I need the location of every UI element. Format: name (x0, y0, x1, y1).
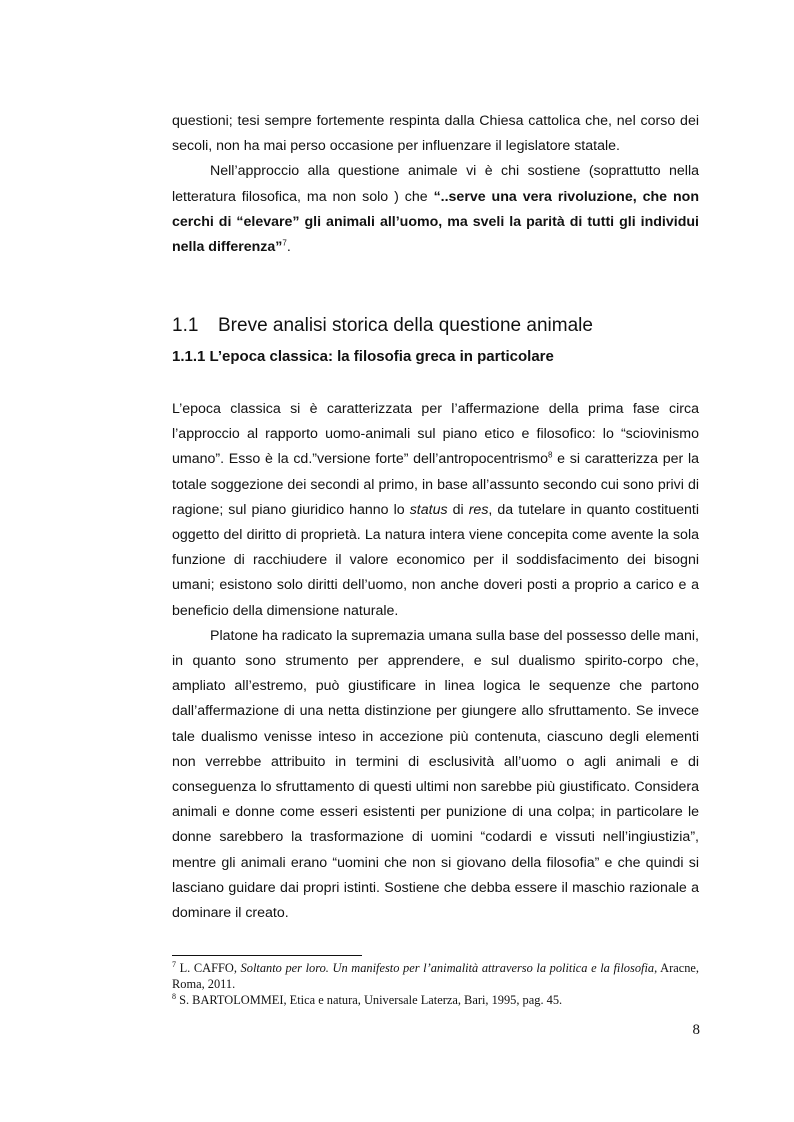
footnote-7 (172, 960, 699, 992)
para3-part-b: e si caratterizza per la totale soggezione dei secondi al primo, in base all’assunto secondo cui sono privi di ragione; sul piano giuridico hanno lo (172, 451, 699, 518)
footnote-7-title: Soltanto per loro. Un manifesto per l’animalità attraverso la politica e la filosofia (240, 961, 655, 975)
para3-part-d: , da tutelare in quanto costituenti oggetto del diritto di proprietà. La natura intera viene concepita come avente la sola funzione di racchiudere il valore economico per il soddisfacimento dei bisogni umani; esistono solo diritti dell’uomo, non anche doveri posti a proprio a carico e a beneficio della dimensione naturale. (172, 501, 699, 619)
footnote-8-text: S. BARTOLOMMEI, Etica e natura, Universale Laterza, Bari, 1995, pag. 45. (176, 993, 563, 1007)
footnote-7-number: 7 (172, 959, 176, 969)
paragraph-quote-lead: Nell’approccio alla questione animale vi è chi sostiene (soprattutto nella letteratura filosofica, ma non solo ) che (172, 163, 699, 205)
footnote-ref-7: 7 (282, 238, 287, 248)
page-number: 8 (692, 1022, 700, 1038)
footnote-8 (172, 992, 699, 1008)
intro-text (172, 109, 699, 260)
quote-end: . (286, 239, 291, 256)
paragraph-platone: Platone ha radicato la supremazia umana sulla base del possesso delle mani, in quanto sono strumento per apprendere, e sul dualismo spirito-corpo che, ampliato all’estremo, può giustificare in linea logica le sequenze che partono dall’affermazione di una netta distinzione per giungere allo sfruttamento. Se invece tale dualismo venisse inteso in accezione più contenuta, ciascuno degli elementi non verrebbe attribuito in termini di esclusività all’uomo o agli animali e di conseguenza lo sfruttamento di questi ultimi non sarebbe più giustificato. Considera animali e donne come esseri esistenti per punizione di una colpa; in particolare le donne sarebbero la trasformazione di uomini “codardi e vissuti nell’ingiustizia”, mentre gli animali erano “uomini che non si giovano della filosofia” e che quindi si lasciano guidare dai propri istinti. Sostiene che debba essere il maschio razionale a dominare il creato. (172, 627, 699, 922)
footnote-ref-8: 8 (548, 450, 553, 460)
italic-res: res (468, 501, 489, 518)
paragraph-classical-era (172, 397, 699, 624)
section-number: 1.1 (172, 315, 199, 336)
footnote-divider (172, 955, 362, 956)
section-title: Breve analisi storica della questione animale (218, 315, 593, 336)
footnotes (172, 960, 699, 1008)
paragraph-quote (172, 159, 699, 260)
footnote-7-publisher: , Aracne, Roma, 2011. (172, 961, 700, 991)
body-text (172, 397, 699, 926)
section-heading (172, 314, 593, 338)
footnote-8-number: 8 (172, 991, 176, 1001)
footnote-7-author: L. CAFFO, (176, 961, 241, 975)
bold-quote: “..serve una vera rivoluzione, che non cerchi di “elevare” gli animali all’uomo, ma sveli la parità di tutti gli individui nella differenza” (172, 188, 699, 256)
italic-status: status (409, 501, 448, 518)
para3-part-c: di (447, 501, 469, 518)
subsection-heading: 1.1.1 L’epoca classica: la filosofia greca in particolare (172, 348, 554, 365)
paragraph-continuation: questioni; tesi sempre fortemente respinta dalla Chiesa cattolica che, nel corso dei secoli, non ha mai perso occasione per influenzare il legislatore statale. (172, 113, 699, 155)
para3-part-a: L’epoca classica si è caratterizzata per l’affermazione della prima fase circa l’approccio al rapporto uomo-animali sul piano etico e filosofico: lo “sciovinismo umano”. Esso è la cd.”versione forte” dell’antropocentrismo (172, 401, 699, 468)
